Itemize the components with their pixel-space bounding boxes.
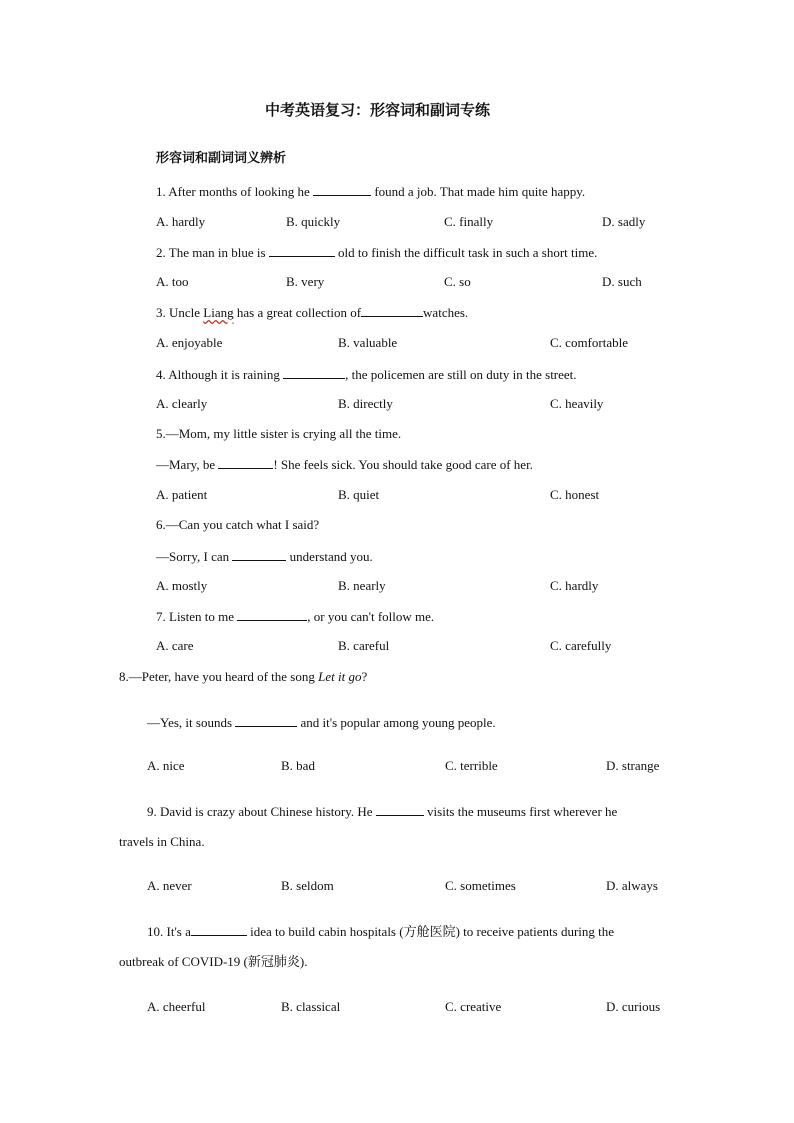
option-b: B. nearly — [338, 578, 386, 593]
answer-blank — [191, 924, 247, 936]
question-text: 7. Listen to me — [156, 609, 234, 624]
option-a: A. clearly — [156, 396, 208, 411]
question-text: and it's popular among young people. — [300, 715, 496, 730]
option-d: D. curious — [606, 999, 661, 1014]
question-4 — [156, 367, 577, 381]
question-text: 5.—Mom, my little sister is crying all the time. — [156, 426, 402, 441]
question-text: 9. David is crazy about Chinese history. He — [147, 804, 373, 819]
answer-blank — [218, 457, 273, 469]
option-d: D. such — [602, 274, 642, 289]
option-b: B. careful — [338, 638, 390, 653]
question-5-reply — [156, 457, 533, 471]
question-10 — [147, 924, 614, 938]
question-10-cont: outbreak of COVID-19 (新冠肺炎). — [119, 954, 308, 969]
option-a: A. nice — [147, 758, 185, 773]
option-a: A. cheerful — [147, 999, 206, 1014]
question-text: understand you. — [289, 549, 373, 564]
question-text: 6.—Can you catch what I said? — [156, 517, 320, 532]
option-a: A. enjoyable — [156, 335, 223, 350]
option-d: D. sadly — [602, 214, 646, 229]
question-text: found a job. That made him quite happy. — [374, 184, 586, 199]
question-6 — [156, 518, 319, 531]
option-b: B. quickly — [286, 214, 341, 229]
question-5 — [156, 427, 401, 440]
question-2 — [156, 245, 597, 259]
option-c: C. comfortable — [550, 335, 628, 350]
option-c: C. creative — [445, 999, 502, 1014]
page-title: 中考英语复习：形容词和副词专练 — [265, 101, 491, 119]
question-text: 1. After months of looking he — [156, 184, 310, 199]
option-c: C. so — [444, 274, 471, 289]
option-b: B. valuable — [338, 335, 398, 350]
answer-blank — [376, 804, 424, 816]
answer-blank — [283, 367, 345, 379]
question-6-reply — [156, 549, 373, 563]
option-d: D. always — [606, 878, 658, 893]
option-a: A. patient — [156, 487, 208, 502]
question-1 — [156, 184, 585, 198]
question-text: , or you can't follow me. — [307, 609, 435, 624]
section-heading: 形容词和副词词义辨析 — [156, 151, 287, 166]
spellcheck-word: Liang — [203, 305, 234, 320]
option-b: B. quiet — [338, 487, 380, 502]
option-a: A. hardly — [156, 214, 206, 229]
question-7 — [156, 609, 434, 623]
option-c: C. heavily — [550, 396, 604, 411]
question-9 — [147, 804, 617, 818]
question-text: —Mary, be — [156, 457, 216, 472]
question-text: 3. Uncle — [156, 305, 201, 320]
option-d: D. strange — [606, 758, 660, 773]
question-8 — [119, 670, 367, 683]
option-a: A. mostly — [156, 578, 208, 593]
option-b: B. directly — [338, 396, 393, 411]
answer-blank — [361, 305, 423, 317]
question-text: 8.—Peter, have you heard of the song — [119, 669, 315, 684]
option-a: A. too — [156, 274, 189, 289]
answer-blank — [269, 245, 335, 257]
option-c: C. finally — [444, 214, 494, 229]
option-c: C. honest — [550, 487, 600, 502]
question-text: 10. It's a — [147, 924, 191, 939]
question-text: —Yes, it sounds — [147, 715, 233, 730]
question-text: 4. Although it is raining — [156, 367, 280, 382]
option-c: C. sometimes — [445, 878, 516, 893]
question-text: ! She feels sick. You should take good care of her. — [273, 457, 533, 472]
question-9-cont: travels in China. — [119, 834, 205, 849]
question-text: visits the museums first wherever he — [427, 804, 618, 819]
answer-blank — [235, 715, 297, 727]
option-a: A. care — [156, 638, 194, 653]
question-text: old to finish the difficult task in such a short time. — [338, 245, 598, 260]
answer-blank — [237, 609, 307, 621]
option-c: C. terrible — [445, 758, 498, 773]
option-b: B. seldom — [281, 878, 334, 893]
option-b: B. classical — [281, 999, 341, 1014]
question-text: watches. — [423, 305, 469, 320]
question-text: has a great collection of — [236, 305, 362, 320]
option-b: B. very — [286, 274, 325, 289]
option-c: C. carefully — [550, 638, 612, 653]
song-title: Let it go — [318, 669, 362, 684]
question-text: idea to build cabin hospitals (方舱医院) to receive patients during the — [250, 924, 615, 939]
question-8-reply — [147, 715, 496, 729]
question-text: 2. The man in blue is — [156, 245, 266, 260]
option-b: B. bad — [281, 758, 315, 773]
question-3 — [156, 305, 468, 319]
option-a: A. never — [147, 878, 192, 893]
question-text: ? — [361, 669, 368, 684]
question-text: —Sorry, I can — [156, 549, 230, 564]
question-text: , the policemen are still on duty in the street. — [345, 367, 577, 382]
answer-blank — [232, 549, 286, 561]
answer-blank — [313, 184, 371, 196]
option-c: C. hardly — [550, 578, 599, 593]
